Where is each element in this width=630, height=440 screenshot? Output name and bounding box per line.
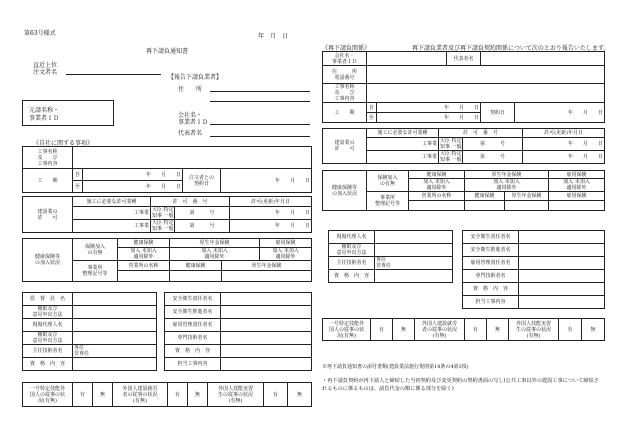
self-personnel-table <box>22 292 157 371</box>
period-from-date: 年 月 日 <box>83 169 183 181</box>
attachment-bullet: ・再下請負契約が再下請人と締結した当初契約及び変更契約の契約書面の写し(公共工事以外の建設工事について締結されるものに係るものは、請負代金の額に係る部分を除く) <box>322 378 599 392</box>
sub-permit-label: 建設業の 許 可 <box>323 129 367 164</box>
permit-row1-no: 第 号 <box>175 207 230 220</box>
self-section-title: 《自社に関する事項》 <box>33 140 94 147</box>
sub-chief-engineer-type: 専任 非専任 <box>375 257 453 270</box>
sub-insurance-label: 健康保険等 の加入状況 <box>323 171 367 211</box>
sub-chief-engineer-label: 主任技術者名 <box>329 257 375 270</box>
sub-permit-row1-no: 第 号 <box>463 138 523 151</box>
site-agent-label: 現場代理人名 <box>23 319 73 332</box>
sub-office-label: 事業所 整理記号等 <box>367 192 409 211</box>
sub-ins-employment: 雇用保険 <box>549 171 605 179</box>
sub-period-to-date: 年 月 日 <box>377 113 481 123</box>
ins-pension-header: 厚生年金保険 <box>170 239 260 248</box>
reporter-heading: 【報告下請負業者】 <box>168 74 223 81</box>
sub-foreign2-label: 外国人建設就労 者の従事の状況 (有無) <box>415 319 465 341</box>
sub-permit-col3: 許可(更新)年月日 <box>523 129 605 138</box>
work-name-label: 工事名称 及 び 工事内容 <box>23 147 73 169</box>
company-label-1: 会社名・ <box>178 112 203 119</box>
permit-row1-date: 年 月 日 <box>230 207 312 220</box>
safety-manager-label: 安全衛生責任者名 <box>165 293 221 306</box>
foreign1-no: 無 <box>93 383 113 407</box>
site-agent-auth-label: 権限及び 意見申出方法 <box>23 332 73 345</box>
foreign3-yes: 有 <box>264 383 288 407</box>
sub-permit-row1-auth: 大臣 特定 知事 一般 <box>440 138 462 150</box>
sub-foreign3-yes: 有 <box>559 319 582 341</box>
office-pension-header: 厚生年金保険 <box>222 261 312 271</box>
right-section-title: 《再下請負関係》 <box>322 45 371 52</box>
office-name-header: 営業所の名称 <box>118 261 170 271</box>
permit-row2-auth: 大臣 特定 知事 一般 <box>152 220 174 232</box>
sub-insurance-join: 保険加入 の有無 <box>367 171 409 192</box>
rep-label: 代表者名 <box>178 130 203 137</box>
chief-engineer-label: 主任技術者名 <box>23 345 73 358</box>
form-number: 第63号様式 <box>24 30 56 37</box>
sub-foreign3-label: 外国人技能実習 生の従事の状況 (有無) <box>509 319 559 341</box>
company-label-2: 事業者ＩＤ <box>178 119 209 126</box>
sub-safety-promoter-label: 安全衛生推進者名 <box>463 244 519 257</box>
recipient-label-1: 直近上位 <box>33 62 58 69</box>
sub-specialist-label: 専門技術者名 <box>463 270 519 283</box>
insurance-join-label: 保険加入 の有無 <box>73 239 118 261</box>
self-period-table <box>22 168 312 193</box>
sub-office-health: 健康保険 <box>465 192 505 201</box>
sub-rep-label: 代表者名 <box>447 52 481 66</box>
period-to-date: 年 月 日 <box>83 181 183 193</box>
sub-foreign2-yes: 有 <box>465 319 487 341</box>
qualification-label: 資 格 内 容 <box>23 358 73 371</box>
sub-office-employment: 雇用保険 <box>549 192 605 201</box>
left-title: 再下請負通知書 <box>146 48 189 55</box>
sub-foreign2-no: 無 <box>487 319 509 341</box>
contract-date-label: 注文者との 契約日 <box>183 169 221 193</box>
permit-label: 建設業の 許 可 <box>23 197 73 233</box>
employment-manager-label: 雇用管理責任者名 <box>165 319 221 332</box>
sub-contract-date: 年 月 日 <box>515 103 605 123</box>
date-left: 年 月 日 <box>258 33 289 40</box>
sub-period-label: 工 期 <box>323 103 367 123</box>
sub-qualification-label: 資 格 内 容 <box>329 270 375 283</box>
permit-col1: 施工に必要な許可業種 <box>73 197 151 207</box>
right-intro: 再下請負業者及び再下請負契約関係について次のとおり報告いたします。 <box>412 45 610 52</box>
permit-col3: 許可(更新)年月日 <box>230 197 312 207</box>
sub-qual2-label: 資 格 内 容 <box>463 283 519 296</box>
foreign1-yes: 有 <box>73 383 93 407</box>
supervisor-auth-label: 権限及び 意見申出方法 <box>23 306 73 319</box>
period-to: 至 <box>73 181 83 193</box>
prime-label-1: 元請名称・ <box>29 107 60 114</box>
foreign2-label: 外国人建設就労 者の従事の状況 (有無) <box>113 383 168 407</box>
ins-health-opts: 加入 未加入 適用除外 <box>118 248 170 261</box>
ins-employment-header: 雇用保険 <box>260 239 312 248</box>
period-label: 工 期 <box>23 169 73 193</box>
attachment-note: ※再下請負通知書の添付書類(建設業法施行規則第14条の4第3項) <box>322 364 469 370</box>
office-label: 事業所 整理記号等 <box>73 261 118 282</box>
recipient-label-2: 注文者名 <box>33 69 58 76</box>
sub-safety-manager-label: 安全衛生責任者名 <box>463 231 519 244</box>
sub-office-pension: 厚生年金保険 <box>505 192 549 201</box>
sub-permit-col1: 施工に必要な許可業種 <box>367 129 439 138</box>
self-insurance-table <box>22 238 312 282</box>
sub-company-label: 会社名・ 事業者ＩＤ <box>323 52 367 66</box>
work-scope-label: 担当工事内容 <box>165 358 221 371</box>
sub-office-name: 営業所の名称 <box>409 192 465 201</box>
sub-permit-row2-type: 工事業 <box>367 151 439 164</box>
sub-work-label: 工事名称 及 び 工事内容 <box>323 84 367 103</box>
sub-work-scope-label: 担当工事内容 <box>463 296 519 309</box>
specialist-label: 専門技術者名 <box>165 332 221 345</box>
ins-employment-opts: 加入 未加入 適用除外 <box>260 248 312 261</box>
specialist-qual-label: 資 格 内 容 <box>165 345 221 358</box>
sub-employment-manager-label: 雇用管理責任者名 <box>463 257 519 270</box>
foreign3-no: 無 <box>288 383 312 407</box>
sub-permit-table <box>322 128 605 164</box>
sub-personnel-table <box>328 230 453 283</box>
rep-line <box>210 136 310 137</box>
sub-permit-row1-date: 年 月 日 <box>523 138 605 151</box>
sub-ins-pension: 厚生年金保険 <box>465 171 549 179</box>
foreign3-label: 外国人技能実習 生の従事の状況 (有無) <box>208 383 264 407</box>
period-from: 自 <box>73 169 83 181</box>
sub-foreign1-no: 無 <box>393 319 415 341</box>
sub-insurance-table <box>322 170 605 211</box>
prime-label-2: 事業者ＩＤ <box>29 115 60 122</box>
sub-site-agent-label: 現場代理人名 <box>329 231 375 244</box>
sub-permit-row2-auth: 大臣 特定 知事 一般 <box>440 151 462 163</box>
sub-contract-label: 契約日 <box>481 103 515 123</box>
sub-period-to: 至 <box>367 113 377 123</box>
sub-address-label: 住 所 電話番号 <box>323 66 367 84</box>
sub-ins-employment-opts: 加入 未加入 適用除外 <box>549 179 605 192</box>
chief-engineer-type: 専任 非専任 <box>73 345 157 358</box>
address-line <box>210 91 310 92</box>
sub-safety-table <box>462 230 605 309</box>
sub-foreign3-no: 無 <box>582 319 605 341</box>
self-permit-table <box>22 196 312 233</box>
sub-foreign1-label: 一号特定技能外 国人の従事の状 況(有無) <box>323 319 371 341</box>
address-label: 住 所 <box>178 86 203 93</box>
permit-row2-no: 第 号 <box>175 220 230 233</box>
ins-health-header: 健康保険 <box>118 239 170 248</box>
permit-row2-date: 年 月 日 <box>230 220 312 233</box>
sub-foreign1-yes: 有 <box>371 319 393 341</box>
supervisor-label: 監 督 員 名 <box>23 293 73 306</box>
company-line <box>210 124 310 125</box>
permit-row1-auth: 大臣 特定 知事 一般 <box>152 207 174 219</box>
sub-foreign-table <box>322 318 605 341</box>
permit-row2-type: 工事業 <box>73 220 151 233</box>
sub-permit-row2-date: 年 月 日 <box>523 151 605 164</box>
foreign1-label: 一号特定技能外 国人の従事の状 況(有無) <box>23 383 73 407</box>
sub-ins-health: 健康保険 <box>409 171 465 179</box>
sub-permit-col2: 許 可 番 号 <box>439 129 523 138</box>
sub-period-from: 自 <box>367 103 377 113</box>
self-safety-table <box>164 292 312 371</box>
self-foreign-table <box>22 382 312 407</box>
sub-site-agent-auth: 権限及び 意見申出方法 <box>329 244 375 257</box>
sub-ins-pension-opts: 加入 未加入 適用除外 <box>465 179 549 192</box>
foreign2-no: 無 <box>188 383 208 407</box>
permit-col2: 許 可 番 号 <box>151 197 230 207</box>
foreign2-yes: 有 <box>168 383 188 407</box>
sub-ins-health-opts: 加入 未加入 適用除外 <box>409 179 465 192</box>
prime-contractor-box <box>22 100 114 126</box>
contract-date: 年 月 日 <box>221 169 312 193</box>
self-work-table <box>22 146 312 169</box>
address-line-2 <box>210 101 310 102</box>
sub-permit-row2-no: 第 号 <box>463 151 523 164</box>
sub-company-table <box>322 51 605 103</box>
insurance-label: 健康保険等 の加入状況 <box>23 239 73 282</box>
sub-period-from-date: 年 月 日 <box>377 103 481 113</box>
safety-promoter-label: 安全衛生推進者名 <box>165 306 221 319</box>
sub-period-table <box>322 102 605 123</box>
permit-row1-type: 工事業 <box>73 207 151 220</box>
office-health-header: 健康保険 <box>170 261 222 271</box>
ins-pension-opts: 加入 未加入 適用除外 <box>170 248 260 261</box>
recipient-line <box>66 74 161 75</box>
sub-permit-row1-type: 工事業 <box>367 138 439 151</box>
